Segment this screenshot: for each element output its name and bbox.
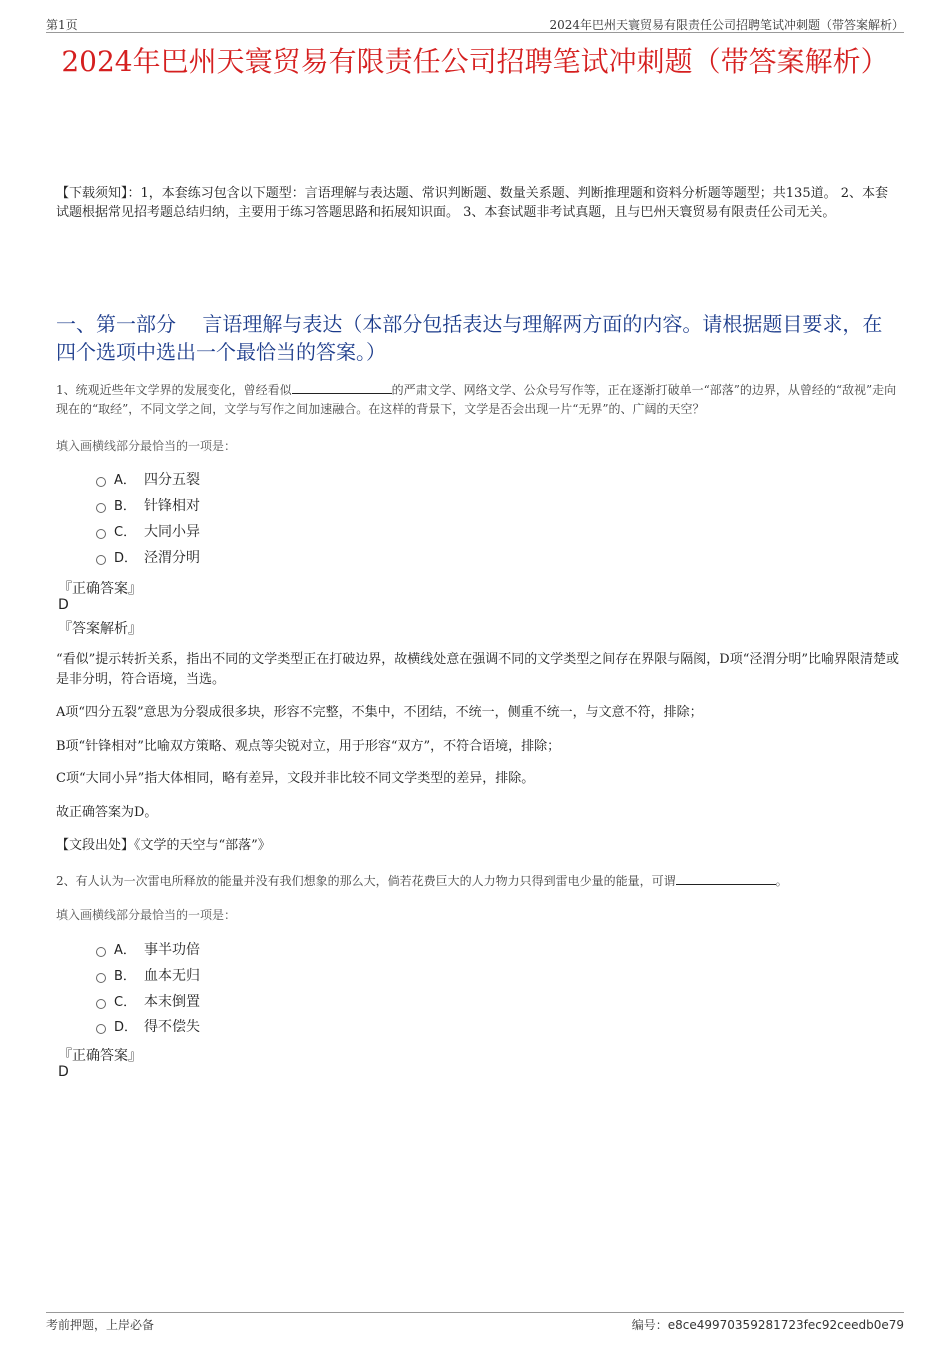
option-letter: C．: [114, 995, 137, 1010]
option-letter: D．: [114, 551, 138, 566]
question-1-option-a[interactable]: [96, 470, 200, 490]
analysis-source: 【文段出处】《文学的天空与“部落”》: [56, 838, 271, 853]
page-footer: [46, 1312, 904, 1333]
footer-code-value: e8ce49970359281723fec92ceedb0e79: [667, 1318, 904, 1332]
answer-blank: [676, 872, 776, 885]
footer-slogan: 考前押题，上岸必备: [46, 1318, 155, 1332]
option-text: 事半功倍: [144, 942, 200, 958]
answer-blank: [292, 381, 392, 394]
question-2-stem-after: 。: [775, 874, 788, 888]
download-notice: 【下载须知】：1，本套练习包含以下题型：言语理解与表达题、常识判断题、数量关系题、判断推理题和资料分析题等题型；共135道。 2、本套试题根据常见招考题总结归纳，主要用于练习答题思路和拓展知识面。 3、本套试题非考试真题，且与巴州天寰贸易有限责任公司无关。: [56, 186, 888, 220]
question-1-option-b[interactable]: [96, 496, 200, 516]
option-letter: A．: [114, 473, 136, 488]
analysis-paragraph: A项“四分五裂”意思为分裂成很多块，形容不完整，不集中，不团结，不统一，侧重不统一，与文意不符，排除；: [56, 705, 703, 720]
radio-icon[interactable]: [96, 999, 106, 1009]
page-number: 第1页: [46, 18, 78, 32]
section-title: 一、第一部分 言语理解与表达（本部分包括表达与理解两方面的内容。请根据题目要求，在四个选项中选出一个最恰当的答案。）: [56, 312, 883, 364]
question-1-analysis-label: 『答案解析』: [58, 621, 142, 637]
question-2-option-d[interactable]: [96, 1017, 200, 1037]
question-1-stem-after: 的严肃文学、网络文学、公众号写作等，正在逐渐打破单一“部落”的边界，从曾经的“敌视”走向现在的“取经”，不同文学之间，文学与写作之间加速融合。在这样的背景下，文学是否会出现一片“无界”的、广阔的天空？: [56, 383, 897, 416]
question-1-option-c[interactable]: [96, 522, 200, 542]
option-text: 泾渭分明: [144, 550, 200, 566]
analysis-paragraph: C项“大同小异”指大体相同，略有差异，文段并非比较不同文学类型的差异，排除。: [56, 771, 535, 786]
option-text: 针锋相对: [144, 498, 200, 514]
question-1-option-d[interactable]: [96, 548, 200, 568]
question-2-answer-label: 『正确答案』: [58, 1048, 142, 1064]
page-header: [46, 14, 904, 33]
option-letter: B．: [114, 969, 136, 984]
option-text: 血本无归: [144, 968, 200, 984]
radio-icon[interactable]: [96, 555, 106, 565]
question-2-prompt: 填入画横线部分最恰当的一项是：: [56, 908, 237, 922]
analysis-conclusion: 故正确答案为D。: [56, 805, 158, 820]
question-2-option-a[interactable]: [96, 940, 200, 960]
question-2-option-b[interactable]: [96, 966, 200, 986]
option-text: 四分五裂: [144, 472, 200, 488]
radio-icon[interactable]: [96, 1024, 106, 1034]
question-2-answer: D: [58, 1064, 69, 1080]
option-letter: C．: [114, 525, 137, 540]
option-letter: D．: [114, 1020, 138, 1035]
option-letter: A．: [114, 943, 136, 958]
question-1-stem: [56, 381, 904, 419]
question-1-answer-label: 『正确答案』: [58, 581, 142, 597]
analysis-paragraph: “看似”提示转折关系，指出不同的文学类型正在打破边界，故横线处意在强调不同的文学类型之间存在界限与隔阂，D项“泾渭分明”比喻界限清楚或是非分明，符合语境，当选。: [56, 652, 900, 687]
question-2-stem: [56, 872, 904, 891]
radio-icon[interactable]: [96, 477, 106, 487]
question-1-prompt: 填入画横线部分最恰当的一项是：: [56, 439, 237, 453]
question-2-option-c[interactable]: [96, 992, 200, 1012]
option-text: 大同小异: [144, 524, 200, 540]
footer-code: [632, 1316, 904, 1333]
document-title: 2024年巴州天寰贸易有限责任公司招聘笔试冲刺题（带答案解析）: [61, 45, 889, 78]
option-text: 得不偿失: [144, 1019, 200, 1035]
footer-code-label: 编号：: [631, 1318, 668, 1332]
question-1-answer: D: [58, 597, 69, 613]
radio-icon[interactable]: [96, 529, 106, 539]
option-letter: B．: [114, 499, 136, 514]
question-2-stem-before: 2、有人认为一次雷电所释放的能量并没有我们想象的那么大，倘若花费巨大的人力物力只得到雷电少量的能量，可谓: [56, 874, 676, 888]
question-1-stem-before: 1、统观近些年文学界的发展变化，曾经看似: [56, 383, 292, 397]
radio-icon[interactable]: [96, 947, 106, 957]
header-doc-title: 2024年巴州天寰贸易有限责任公司招聘笔试冲刺题（带答案解析）: [549, 18, 904, 32]
radio-icon[interactable]: [96, 503, 106, 513]
analysis-paragraph: B项“针锋相对”比喻双方策略、观点等尖锐对立，用于形容“双方”，不符合语境，排除；: [56, 739, 561, 754]
option-text: 本末倒置: [144, 994, 200, 1010]
radio-icon[interactable]: [96, 973, 106, 983]
